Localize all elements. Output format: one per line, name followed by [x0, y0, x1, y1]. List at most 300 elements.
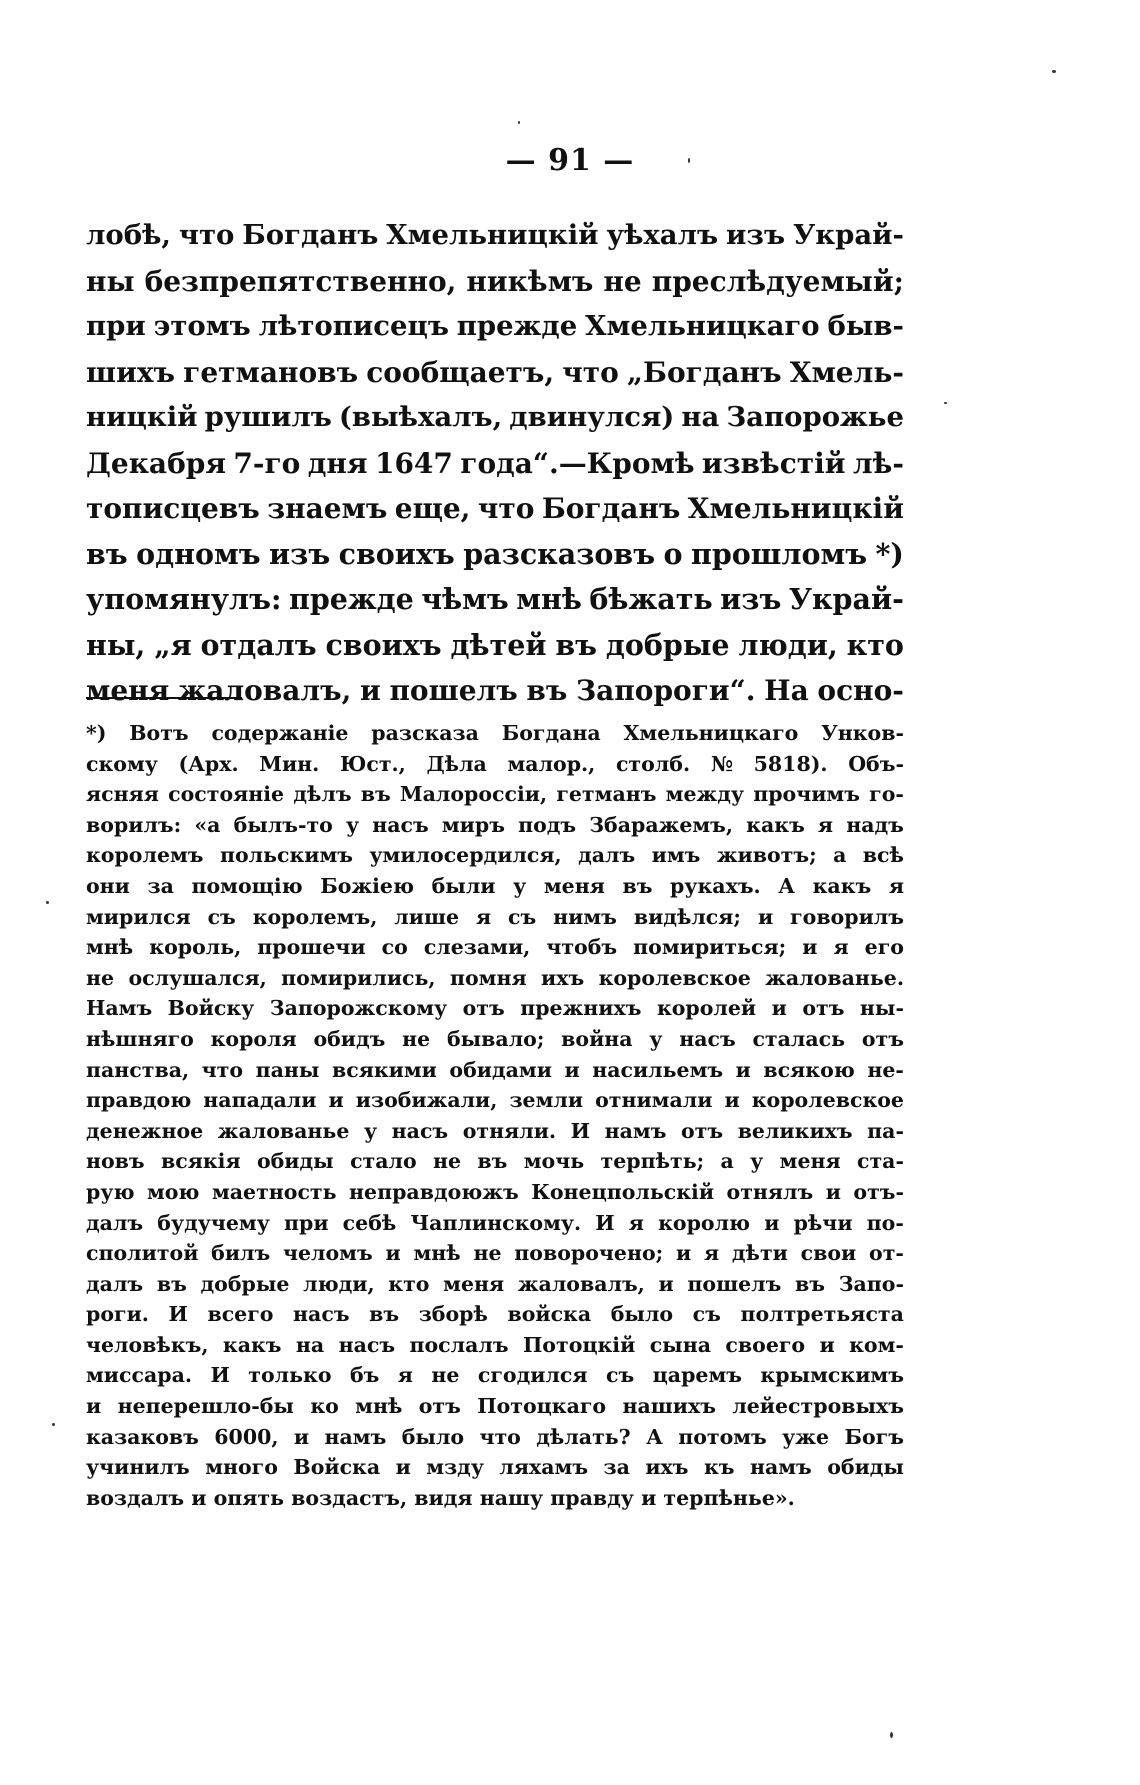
word: за: [147, 873, 174, 898]
word: а: [833, 843, 847, 868]
word: сталась: [752, 1026, 846, 1051]
word: съ: [508, 904, 537, 929]
word: столб.: [615, 751, 691, 776]
word: изъ: [720, 582, 782, 616]
word: обидъ: [313, 1026, 386, 1051]
main-text-line: [86, 395, 904, 441]
word: пошелъ: [687, 1271, 782, 1296]
word: Потоцкаго: [477, 1394, 607, 1419]
word: жалованье: [217, 1118, 350, 1143]
main-text-line: [86, 623, 904, 669]
word: король,: [149, 935, 242, 960]
word: не: [473, 1241, 502, 1266]
word: далъ: [86, 1210, 144, 1235]
word: И: [595, 1210, 615, 1235]
word: 5818).: [753, 751, 828, 776]
word: не: [603, 264, 642, 298]
word: панства,: [86, 1057, 190, 1082]
word: тописцевъ: [86, 492, 260, 525]
word: у: [345, 812, 360, 837]
footnote-block: [86, 718, 904, 1513]
word: малор.,: [507, 751, 596, 776]
word: Хмельницкаго: [585, 310, 820, 342]
word: ясняя: [86, 782, 159, 807]
word: А: [646, 1424, 663, 1449]
word: помириться;: [633, 935, 787, 960]
word: года“.—Кромѣ: [460, 446, 695, 480]
word: войска: [507, 1302, 592, 1327]
word: чѣмъ: [421, 582, 509, 616]
word: нимъ: [553, 904, 617, 929]
main-text-line: [86, 350, 904, 396]
word: польскимъ: [219, 843, 354, 868]
word: въ: [360, 782, 391, 807]
word: мнѣ: [86, 935, 134, 960]
word: сгодился: [477, 1363, 588, 1388]
word: знаемъ: [267, 492, 388, 525]
word: на: [295, 1332, 325, 1357]
word: Запорожье: [726, 401, 904, 433]
page-number: — 91 —: [505, 143, 635, 178]
word: какъ: [812, 873, 872, 898]
word: видѣлся;: [633, 904, 742, 929]
word: 6000,: [214, 1424, 279, 1449]
word: у: [513, 873, 527, 898]
word: скому: [86, 751, 158, 776]
word: Чаплинскому.: [410, 1210, 582, 1235]
word: Украй-: [788, 582, 904, 616]
word: лѣ-: [852, 446, 904, 480]
footnote-line: [86, 1330, 904, 1361]
word: королей: [656, 996, 757, 1021]
footnote-line: воздалъ и опять воздастъ, видя нашу правду и терпѣнье».: [86, 1485, 795, 1510]
word: жаловалъ,: [517, 1271, 645, 1296]
word: на: [681, 401, 720, 433]
word: А: [778, 873, 795, 898]
word: отъ: [802, 996, 845, 1021]
word: Украй-: [792, 219, 904, 251]
word: подъ: [518, 812, 577, 837]
word: рушилъ: [204, 401, 332, 433]
word: (Арх.: [178, 751, 239, 776]
word: мирился: [86, 904, 191, 929]
word: королевское: [751, 1088, 904, 1113]
word: своего: [725, 1332, 806, 1357]
footnote-line: [86, 840, 904, 871]
word: я: [817, 812, 834, 837]
word: что: [479, 1424, 521, 1449]
word: еще,: [394, 492, 471, 525]
word: *): [86, 721, 107, 745]
footnote-line: [86, 1024, 904, 1055]
word: насъ: [391, 1118, 449, 1143]
word: «а: [194, 812, 221, 837]
word: ком-: [849, 1332, 904, 1357]
word: имъ: [651, 843, 701, 868]
word: дѣлъ: [293, 782, 352, 807]
word: казаковъ: [86, 1424, 199, 1449]
word: уже: [782, 1424, 830, 1449]
word: отъ-: [853, 1179, 904, 1204]
word: Хмельницкаго: [623, 721, 799, 745]
word: отнялъ: [726, 1179, 814, 1204]
word: не-: [867, 1057, 904, 1082]
word: лѣтописецъ: [258, 310, 449, 342]
word: Унков-: [821, 721, 904, 745]
word: роги.: [86, 1302, 149, 1327]
word: въ: [795, 1271, 826, 1296]
word: мнѣ: [355, 1394, 403, 1419]
main-text-line: [86, 668, 904, 714]
word: отъ: [462, 996, 505, 1021]
word: от-: [869, 1241, 904, 1266]
word: Богданъ: [242, 219, 379, 251]
word: правдою: [86, 1088, 192, 1113]
footnote-line: [86, 1269, 904, 1300]
word: далъ: [578, 843, 636, 868]
word: меня: [779, 1149, 841, 1174]
word: учинилъ: [86, 1455, 190, 1480]
main-text-line: [86, 213, 904, 259]
word: намъ: [604, 1118, 667, 1143]
word: „я: [154, 627, 192, 662]
word: былъ-то: [233, 812, 333, 837]
word: было: [610, 1302, 674, 1327]
word: кто: [846, 627, 904, 662]
footnote-divider: [86, 697, 242, 699]
word: дѣти: [731, 1241, 788, 1266]
word: полтретьяста: [740, 1302, 904, 1327]
word: будучему: [157, 1210, 270, 1235]
word: своихъ: [325, 627, 442, 662]
word: что: [477, 492, 535, 525]
word: быв-: [827, 310, 904, 342]
word: этомъ: [153, 310, 251, 342]
word: и: [771, 996, 787, 1021]
footnote-line: [86, 963, 904, 994]
word: бѣжать: [589, 582, 713, 616]
word: люди,: [303, 1271, 375, 1296]
word: прошломъ: [690, 536, 868, 571]
word: далъ: [86, 1271, 144, 1296]
word: было: [401, 1424, 465, 1449]
footnote-line: [86, 1208, 904, 1239]
word: я: [833, 935, 849, 960]
word: великихъ: [737, 1118, 853, 1143]
footnote-line: [86, 1085, 904, 1116]
word: съ: [692, 1302, 721, 1327]
word: люди,: [738, 627, 838, 662]
word: въ: [477, 1149, 508, 1174]
word: На: [764, 674, 809, 707]
word: Хмельницкій: [687, 492, 904, 525]
word: насъ: [679, 1026, 736, 1051]
word: къ: [703, 1455, 735, 1480]
word: ны: [86, 264, 135, 298]
word: Запо-: [838, 1271, 904, 1296]
word: королевское: [598, 965, 751, 990]
word: Конецпольскій: [531, 1179, 715, 1204]
word: дѣтей: [450, 627, 547, 662]
word: а: [720, 1149, 734, 1174]
word: Мин.: [259, 751, 320, 776]
word: въ: [86, 536, 128, 571]
word: поворочено;: [514, 1241, 664, 1266]
word: между: [665, 782, 744, 807]
word: терпѣть;: [600, 1149, 705, 1174]
word: прежде: [288, 582, 414, 616]
footnote-line: [86, 902, 904, 933]
word: разсказовъ: [463, 536, 656, 571]
word: послалъ: [409, 1332, 509, 1357]
word: ны-: [859, 996, 904, 1021]
footnote-line: [86, 1177, 904, 1208]
word: миръ: [441, 812, 505, 837]
word: насъ: [372, 812, 429, 837]
main-text-line: [86, 532, 904, 578]
word: короля: [210, 1026, 297, 1051]
main-text-line: [86, 486, 904, 532]
word: упомянулъ:: [86, 582, 282, 616]
footnote-line: [86, 1422, 904, 1453]
word: и: [395, 1455, 411, 1480]
word: что: [178, 219, 235, 251]
word: всего: [207, 1302, 274, 1327]
word: за: [603, 1455, 630, 1480]
word: только: [248, 1363, 332, 1388]
word: нападали: [203, 1088, 317, 1113]
word: не: [433, 1149, 462, 1174]
word: всякими: [331, 1057, 437, 1082]
word: умилосердился,: [369, 843, 562, 868]
word: №: [710, 751, 734, 776]
word: состояніе: [168, 782, 285, 807]
word: Вотъ: [129, 721, 189, 745]
word: миссара.: [86, 1363, 193, 1388]
word: шихъ: [86, 355, 176, 389]
word: потомъ: [678, 1424, 767, 1449]
footnote-line: [86, 1146, 904, 1177]
word: и: [293, 1424, 310, 1449]
word: Малороссіи,: [399, 782, 548, 807]
word: какъ: [222, 1332, 282, 1357]
word: человѣкъ,: [86, 1332, 209, 1357]
word: И: [168, 1302, 188, 1327]
word: ворилъ:: [86, 812, 182, 837]
word: гетмановъ: [183, 355, 359, 389]
footnote-line: [86, 1391, 904, 1422]
word: рукахъ.: [670, 873, 761, 898]
word: какъ: [746, 812, 805, 837]
word: и: [825, 1179, 841, 1204]
word: помня: [449, 965, 527, 990]
word: нѣшняго: [86, 1026, 194, 1051]
word: рую: [86, 1179, 135, 1204]
word: и: [764, 1210, 780, 1235]
word: его: [864, 935, 904, 960]
word: помирились,: [281, 965, 436, 990]
word: говорилъ: [790, 904, 904, 929]
word: мнѣ: [516, 582, 582, 616]
word: добрые: [605, 627, 730, 662]
word: новъ: [86, 1149, 145, 1174]
word: „Богданъ: [626, 355, 782, 389]
footnote-line: [86, 1055, 904, 1086]
word: были: [431, 873, 496, 898]
word: намъ: [324, 1424, 387, 1449]
word: маетность: [211, 1179, 337, 1204]
word: лобѣ,: [86, 219, 171, 251]
word: Намъ: [86, 996, 153, 1021]
word: при: [283, 1210, 329, 1235]
word: ихъ: [645, 1455, 689, 1480]
word: преслѣдуемый;: [651, 264, 904, 298]
word: у: [363, 1118, 378, 1143]
word: въ: [156, 1271, 187, 1296]
word: сына: [649, 1332, 712, 1357]
scan-speck: [1052, 70, 1056, 73]
footnote-line: [86, 749, 904, 780]
word: меня: [543, 873, 605, 898]
word: чтобъ: [546, 935, 618, 960]
footnote-line: [86, 1116, 904, 1147]
word: изъ: [269, 536, 331, 571]
word: намъ: [749, 1455, 812, 1480]
word: и: [658, 1271, 674, 1296]
main-text-line: [86, 259, 904, 305]
word: королемъ,: [252, 904, 378, 929]
word: извѣстій: [701, 446, 846, 480]
word: отдалъ: [200, 627, 317, 662]
footnote-line: [86, 810, 904, 841]
word: па-: [867, 1118, 904, 1143]
footnote-line: [86, 871, 904, 902]
scan-speck: [688, 158, 690, 163]
word: неправдоюжъ: [349, 1179, 519, 1204]
word: и: [86, 1394, 102, 1419]
word: челомъ: [283, 1241, 373, 1266]
word: билъ: [211, 1241, 271, 1266]
word: всѣ: [862, 843, 904, 868]
scan-speck: [46, 901, 49, 904]
word: Богданъ: [541, 492, 681, 525]
word: *): [875, 536, 904, 571]
word: гетманъ: [556, 782, 657, 807]
word: изобижали,: [355, 1088, 498, 1113]
word: я: [888, 873, 904, 898]
word: мнѣ: [413, 1241, 461, 1266]
word: и: [385, 1241, 401, 1266]
word: королемъ: [86, 843, 204, 868]
word: я: [397, 1363, 413, 1388]
word: земли: [509, 1088, 584, 1113]
word: я: [628, 1210, 644, 1235]
word: много: [205, 1455, 278, 1480]
word: и: [757, 904, 774, 929]
word: животъ;: [716, 843, 817, 868]
footnote-line: [86, 1452, 904, 1483]
footnote-line: [86, 779, 904, 810]
word: я: [703, 1241, 720, 1266]
word: осно-: [817, 674, 904, 707]
word: изъ: [726, 219, 786, 251]
word: Запороги“.: [575, 674, 756, 707]
word: мзду: [426, 1455, 484, 1480]
word: всякою: [763, 1057, 855, 1082]
word: 7-го: [233, 446, 301, 480]
word: зборѣ: [418, 1302, 488, 1327]
word: въ: [369, 1302, 400, 1327]
word: дѣлать?: [536, 1424, 631, 1449]
word: жаловалъ,: [177, 674, 352, 707]
word: бывало;: [446, 1026, 545, 1051]
word: уѣхалъ: [606, 219, 719, 251]
word: двинулся): [509, 401, 675, 433]
scan-speck: [518, 121, 520, 124]
word: разсказа: [371, 721, 479, 745]
word: И: [210, 1363, 230, 1388]
word: нашихъ: [622, 1394, 716, 1419]
word: въ: [526, 674, 568, 707]
word: бъ: [349, 1363, 380, 1388]
word: И: [570, 1118, 591, 1143]
word: добрые: [200, 1271, 290, 1296]
word: обиды: [256, 1149, 334, 1174]
word: ослушался,: [128, 965, 267, 990]
word: Объ-: [848, 751, 904, 776]
word: въ: [555, 627, 598, 662]
word: прошечи: [257, 935, 366, 960]
word: Запорожскому: [269, 996, 448, 1021]
word: отъ: [681, 1118, 724, 1143]
word: меня: [86, 674, 170, 707]
main-text-line: [86, 441, 904, 487]
word: въ: [622, 873, 653, 898]
word: пошелъ: [389, 674, 518, 707]
word: себѣ: [342, 1210, 397, 1235]
word: дня: [307, 446, 368, 480]
word: Юст.,: [339, 751, 406, 776]
word: и: [735, 1057, 751, 1082]
footnote-line: [86, 993, 904, 1024]
word: ихъ: [541, 965, 585, 990]
footnote-line: [86, 718, 904, 749]
word: Богдана: [501, 721, 601, 745]
word: слезами,: [423, 935, 531, 960]
word: и: [564, 1057, 580, 1082]
word: рѣчи: [793, 1210, 853, 1235]
word: отнимали: [595, 1088, 713, 1113]
word: Войска: [293, 1455, 381, 1480]
word: Збаражемъ,: [589, 812, 734, 837]
word: своихъ: [338, 536, 455, 571]
word: крымскимъ: [760, 1363, 904, 1388]
main-text-line: [86, 577, 904, 623]
word: не: [86, 965, 115, 990]
word: помощію: [191, 873, 303, 898]
word: сообщаетъ,: [366, 355, 555, 389]
word: отняли.: [462, 1118, 557, 1143]
word: жалованье.: [765, 965, 904, 990]
word: кто: [388, 1271, 430, 1296]
word: я: [475, 904, 492, 929]
word: царемъ: [652, 1363, 742, 1388]
scan-speck: [890, 1732, 893, 1738]
word: у: [649, 1026, 663, 1051]
word: Хмель-: [789, 355, 904, 389]
footnote-line: [86, 1299, 904, 1330]
word: съ: [207, 904, 236, 929]
